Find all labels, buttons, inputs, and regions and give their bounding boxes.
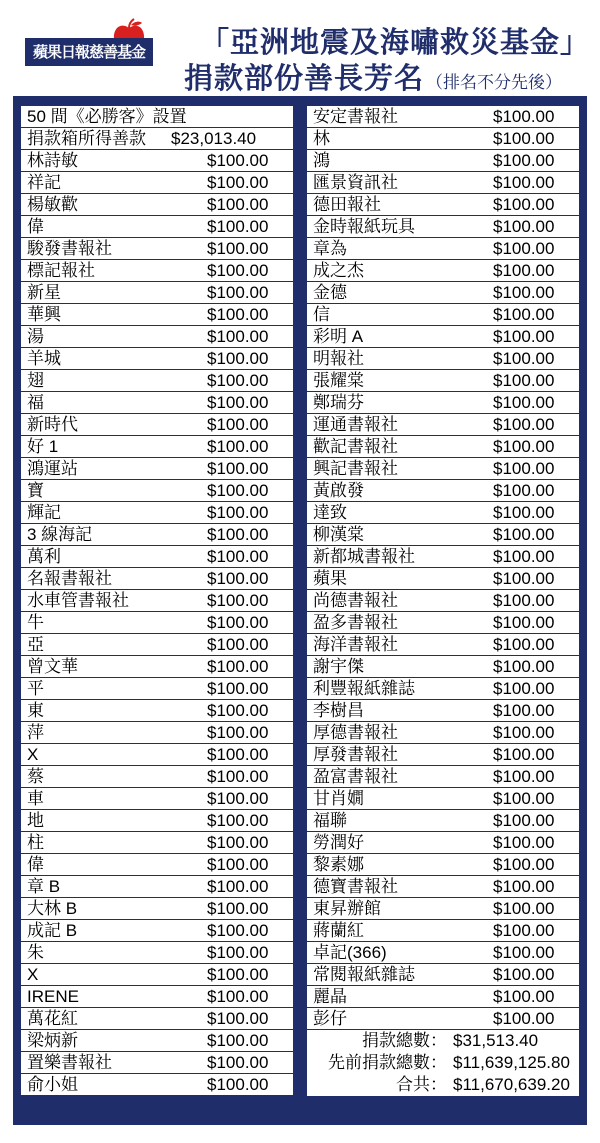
right-donor-column <box>307 106 579 1096</box>
donor-amount: $100.00 <box>207 877 269 896</box>
donation-box-label: 捐款箱所得善款 <box>27 129 146 148</box>
donor-name: 亞 <box>27 635 44 654</box>
subtitle-text: 捐款部份善長芳名 <box>184 61 425 95</box>
donor-row <box>21 326 293 348</box>
donor-amount: $100.00 <box>493 943 555 962</box>
donor-row <box>21 458 293 480</box>
donor-row <box>21 832 293 854</box>
donor-amount: $100.00 <box>207 657 269 676</box>
total-value: $31,513.40 <box>453 1031 539 1050</box>
left-donor-column <box>21 106 293 1096</box>
donor-amount: $100.00 <box>493 701 555 720</box>
donor-name: 蔣蘭紅 <box>313 921 364 940</box>
donor-row <box>21 1008 293 1030</box>
donor-row <box>307 986 579 1008</box>
donor-amount: $100.00 <box>493 217 555 236</box>
donor-row <box>21 568 293 590</box>
donor-row <box>21 282 293 304</box>
donor-amount: $100.00 <box>207 635 269 654</box>
donor-name: 3 線海記 <box>27 525 93 544</box>
donor-amount: $100.00 <box>493 195 555 214</box>
total-label: 先前捐款總數： <box>328 1053 447 1072</box>
donor-row <box>307 854 579 876</box>
donor-name: 甘肖嫺 <box>313 789 364 808</box>
donor-amount: $100.00 <box>207 393 269 412</box>
donor-name: 標記報社 <box>27 261 95 280</box>
donor-amount: $100.00 <box>207 811 269 830</box>
donor-name: 鄭瑞芬 <box>313 393 364 412</box>
donor-list-panel <box>13 96 587 1125</box>
donor-name: 常閱報紙雜誌 <box>313 965 415 984</box>
donor-amount: $100.00 <box>207 591 269 610</box>
donor-row <box>307 832 579 854</box>
donor-amount: $100.00 <box>493 591 555 610</box>
donor-name: 梁炳新 <box>27 1031 78 1050</box>
donor-name: 水車管書報社 <box>27 591 129 610</box>
donor-row <box>307 722 579 744</box>
donor-amount: $100.00 <box>493 657 555 676</box>
donor-name: 興記書報社 <box>313 459 398 478</box>
donor-amount: $100.00 <box>207 415 269 434</box>
donor-amount: $100.00 <box>207 789 269 808</box>
donor-name: 地 <box>27 811 44 830</box>
total-label: 合共： <box>396 1075 447 1094</box>
donor-row <box>21 678 293 700</box>
donor-amount: $100.00 <box>207 1009 269 1028</box>
donor-row <box>21 942 293 964</box>
donor-name: 羊城 <box>27 349 61 368</box>
donor-amount: $100.00 <box>493 239 555 258</box>
donor-amount: $100.00 <box>493 525 555 544</box>
donor-row <box>21 194 293 216</box>
donor-name: 輝記 <box>27 503 61 522</box>
donor-amount: $100.00 <box>493 635 555 654</box>
donor-name: 福聯 <box>313 811 347 830</box>
donor-name: 運通書報社 <box>313 415 398 434</box>
donor-row <box>21 150 293 172</box>
donor-name: 成記 B <box>27 921 78 940</box>
donor-amount: $100.00 <box>493 283 555 302</box>
donor-name: 柱 <box>27 833 44 852</box>
donor-row <box>21 392 293 414</box>
donor-name: 匯景資訊社 <box>313 173 398 192</box>
donor-row <box>21 744 293 766</box>
donor-name: 黎素娜 <box>313 855 364 874</box>
donor-amount: $100.00 <box>493 305 555 324</box>
donor-row <box>307 788 579 810</box>
donor-row <box>21 920 293 942</box>
donor-name: 卓記(366) <box>313 943 387 962</box>
donor-amount: $100.00 <box>207 745 269 764</box>
donor-amount: $100.00 <box>493 129 555 148</box>
donor-row <box>21 216 293 238</box>
donor-amount: $100.00 <box>493 107 555 126</box>
donor-row <box>307 480 579 502</box>
donation-box-amount: $23,013.40 <box>171 129 257 148</box>
donor-row <box>307 216 579 238</box>
donor-row <box>307 810 579 832</box>
donor-row <box>307 546 579 568</box>
donor-amount: $100.00 <box>493 569 555 588</box>
total-label: 捐款總數： <box>362 1031 447 1050</box>
donor-amount: $100.00 <box>493 921 555 940</box>
donor-name: 安定書報社 <box>313 107 398 126</box>
donor-name: 鴻運站 <box>27 459 78 478</box>
donor-name: 麗晶 <box>313 987 347 1006</box>
donor-name: 勞潤好 <box>313 833 364 852</box>
donor-row <box>307 348 579 370</box>
donor-row <box>21 634 293 656</box>
donor-name: 蘋果 <box>313 569 347 588</box>
donor-row <box>307 304 579 326</box>
donor-name: 華興 <box>27 305 61 324</box>
donor-amount: $100.00 <box>207 613 269 632</box>
donor-name: 置樂書報社 <box>27 1053 112 1072</box>
donor-amount: $100.00 <box>207 855 269 874</box>
donor-row <box>307 942 579 964</box>
donor-row <box>307 370 579 392</box>
donor-row <box>21 370 293 392</box>
donor-row <box>21 348 293 370</box>
donor-name: 成之杰 <box>313 261 364 280</box>
donor-amount: $100.00 <box>207 239 269 258</box>
donor-name: 彭仔 <box>313 1009 347 1028</box>
donor-row <box>307 128 579 150</box>
donor-name: 李樹昌 <box>313 701 364 720</box>
donor-name: 俞小姐 <box>27 1075 78 1094</box>
donor-name: 海洋書報社 <box>313 635 398 654</box>
page-header <box>0 0 600 95</box>
donor-row <box>21 502 293 524</box>
donor-row <box>21 656 293 678</box>
donor-amount: $100.00 <box>493 767 555 786</box>
donor-amount: $100.00 <box>493 173 555 192</box>
donor-name: 彩明 A <box>313 327 364 346</box>
intro-row <box>21 106 293 128</box>
donor-amount: $100.00 <box>207 151 269 170</box>
donor-amount: $100.00 <box>207 217 269 236</box>
donor-row <box>307 744 579 766</box>
donor-name: 信 <box>313 305 330 324</box>
donor-amount: $100.00 <box>207 481 269 500</box>
donor-amount: $100.00 <box>493 481 555 500</box>
donor-name: X <box>27 965 39 984</box>
donor-name: 盈富書報社 <box>313 767 398 786</box>
donor-row <box>21 304 293 326</box>
donor-amount: $100.00 <box>493 151 555 170</box>
donation-box-row <box>21 128 293 150</box>
donor-name: 大林 B <box>27 899 78 918</box>
donor-row <box>307 502 579 524</box>
donor-amount: $100.00 <box>207 283 269 302</box>
donor-amount: $100.00 <box>207 195 269 214</box>
donor-name: 張耀棠 <box>313 371 364 390</box>
donor-name: 新星 <box>27 283 61 302</box>
donor-amount: $100.00 <box>493 327 555 346</box>
donor-name: 金時報紙玩具 <box>313 217 415 236</box>
donor-row <box>307 590 579 612</box>
donor-row <box>21 854 293 876</box>
total-value: $11,670,639.20 <box>453 1075 570 1094</box>
donor-amount: $100.00 <box>207 987 269 1006</box>
donor-name: 寶 <box>27 481 44 500</box>
donor-row <box>21 414 293 436</box>
donor-amount: $100.00 <box>493 437 555 456</box>
donor-name: 牛 <box>27 613 44 632</box>
donor-amount: $100.00 <box>493 547 555 566</box>
donor-row <box>307 898 579 920</box>
donor-row <box>21 436 293 458</box>
total-row <box>307 1074 579 1096</box>
donor-row <box>21 810 293 832</box>
donor-row <box>21 480 293 502</box>
donor-row <box>307 150 579 172</box>
donor-amount: $100.00 <box>493 899 555 918</box>
donor-row <box>307 700 579 722</box>
donor-amount: $100.00 <box>493 723 555 742</box>
donor-amount: $100.00 <box>207 943 269 962</box>
donor-row <box>307 436 579 458</box>
donor-name: 平 <box>27 679 44 698</box>
total-row <box>307 1030 579 1052</box>
page-subtitle <box>184 56 562 97</box>
donor-row <box>21 1052 293 1074</box>
donor-amount: $100.00 <box>493 877 555 896</box>
donor-name: 新都城書報社 <box>313 547 415 566</box>
donor-amount: $100.00 <box>493 679 555 698</box>
donor-row <box>307 194 579 216</box>
donor-amount: $100.00 <box>493 393 555 412</box>
fund-logo <box>25 30 153 66</box>
donor-row <box>307 766 579 788</box>
donor-amount: $100.00 <box>493 371 555 390</box>
donor-row <box>307 414 579 436</box>
intro-text: 50 間《必勝客》設置 <box>27 107 187 126</box>
donor-amount: $100.00 <box>207 833 269 852</box>
donor-row <box>307 876 579 898</box>
donor-row <box>21 590 293 612</box>
donor-name: 林詩敏 <box>27 151 78 170</box>
donor-row <box>307 634 579 656</box>
donor-amount: $100.00 <box>207 459 269 478</box>
donor-name: 利豐報紙雜誌 <box>313 679 415 698</box>
donor-name: 章 B <box>27 877 61 896</box>
donor-amount: $100.00 <box>207 899 269 918</box>
donor-amount: $100.00 <box>493 613 555 632</box>
donor-row <box>21 876 293 898</box>
donor-row <box>21 238 293 260</box>
donor-name: 東昇辦館 <box>313 899 381 918</box>
donor-name: 盈多書報社 <box>313 613 398 632</box>
donor-name: 歡記書報社 <box>313 437 398 456</box>
donor-amount: $100.00 <box>207 437 269 456</box>
donor-amount: $100.00 <box>493 459 555 478</box>
donor-row <box>21 172 293 194</box>
donor-row <box>21 612 293 634</box>
donor-name: 德寶書報社 <box>313 877 398 896</box>
donor-name: 萍 <box>27 723 44 742</box>
donor-name: 翅 <box>27 371 44 390</box>
donor-amount: $100.00 <box>493 855 555 874</box>
donor-name: 柳漢棠 <box>313 525 364 544</box>
donor-name: 朱 <box>27 943 44 962</box>
donor-row <box>307 392 579 414</box>
donor-amount: $100.00 <box>207 767 269 786</box>
donor-amount: $100.00 <box>207 305 269 324</box>
donor-name: 章為 <box>313 239 347 258</box>
donor-row <box>307 260 579 282</box>
donor-name: 偉 <box>27 855 44 874</box>
donor-row <box>21 524 293 546</box>
donor-amount: $100.00 <box>207 173 269 192</box>
donor-amount: $100.00 <box>207 327 269 346</box>
donor-name: 蔡 <box>27 767 44 786</box>
donor-amount: $100.00 <box>207 1031 269 1050</box>
total-value: $11,639,125.80 <box>453 1053 570 1072</box>
donor-amount: $100.00 <box>207 569 269 588</box>
donor-name: 明報社 <box>313 349 364 368</box>
donor-name: 厚德書報社 <box>313 723 398 742</box>
donor-amount: $100.00 <box>207 503 269 522</box>
donor-row <box>307 106 579 128</box>
donor-name: 楊敏歡 <box>27 195 78 214</box>
donor-name: 新時代 <box>27 415 78 434</box>
donor-amount: $100.00 <box>493 415 555 434</box>
donor-name: 福 <box>27 393 44 412</box>
donor-amount: $100.00 <box>207 349 269 368</box>
donor-amount: $100.00 <box>207 261 269 280</box>
donor-name: 萬利 <box>27 547 61 566</box>
donor-name: 金德 <box>313 283 347 302</box>
donor-amount: $100.00 <box>493 811 555 830</box>
donor-row <box>21 1030 293 1052</box>
donor-name: 湯 <box>27 327 44 346</box>
donor-name: 駿發書報社 <box>27 239 112 258</box>
donor-row <box>21 964 293 986</box>
donor-amount: $100.00 <box>493 349 555 368</box>
donor-row <box>21 722 293 744</box>
donor-amount: $100.00 <box>207 723 269 742</box>
donor-amount: $100.00 <box>493 1009 555 1028</box>
donor-amount: $100.00 <box>493 965 555 984</box>
donor-name: 德田報社 <box>313 195 381 214</box>
donor-name: 東 <box>27 701 44 720</box>
donor-row <box>307 920 579 942</box>
donor-amount: $100.00 <box>493 789 555 808</box>
donor-amount: $100.00 <box>493 261 555 280</box>
donor-row <box>307 612 579 634</box>
donor-amount: $100.00 <box>207 371 269 390</box>
donor-name: 尚德書報社 <box>313 591 398 610</box>
donor-row <box>307 678 579 700</box>
donor-row <box>21 1074 293 1096</box>
donor-name: 好 1 <box>27 437 59 456</box>
donor-name: 車 <box>27 789 44 808</box>
donor-row <box>21 898 293 920</box>
donor-amount: $100.00 <box>207 1075 269 1094</box>
donor-name: 祥記 <box>27 173 61 192</box>
donor-name: 達致 <box>313 503 347 522</box>
donor-name: 厚發書報社 <box>313 745 398 764</box>
donor-row <box>21 766 293 788</box>
donor-amount: $100.00 <box>207 525 269 544</box>
donor-name: 鴻 <box>313 151 330 170</box>
donor-row <box>21 260 293 282</box>
donor-name: 謝宇傑 <box>313 657 364 676</box>
donor-amount: $100.00 <box>207 547 269 566</box>
donor-name: 偉 <box>27 217 44 236</box>
donor-row <box>307 524 579 546</box>
donor-row <box>21 546 293 568</box>
donor-row <box>307 326 579 348</box>
donor-row <box>307 458 579 480</box>
donor-row <box>307 172 579 194</box>
donor-name: IRENE <box>27 987 79 1006</box>
donor-name: 萬花紅 <box>27 1009 78 1028</box>
donor-name: 曾文華 <box>27 657 78 676</box>
donor-amount: $100.00 <box>207 921 269 940</box>
donor-amount: $100.00 <box>493 833 555 852</box>
logo-text: 蘋果日報慈善基金 <box>25 38 153 66</box>
total-row <box>307 1052 579 1074</box>
donor-amount: $100.00 <box>493 503 555 522</box>
donor-row <box>307 282 579 304</box>
donor-amount: $100.00 <box>493 987 555 1006</box>
donor-amount: $100.00 <box>207 965 269 984</box>
donor-name: 林 <box>313 129 330 148</box>
donor-name: 黃啟發 <box>313 481 364 500</box>
donor-amount: $100.00 <box>207 701 269 720</box>
donor-row <box>21 788 293 810</box>
subtitle-note: （排名不分先後） <box>426 73 563 93</box>
donor-name: 名報書報社 <box>27 569 112 588</box>
donor-row <box>307 964 579 986</box>
donor-row <box>21 986 293 1008</box>
donor-row <box>307 1008 579 1030</box>
donor-row <box>307 238 579 260</box>
donor-row <box>307 656 579 678</box>
donor-amount: $100.00 <box>207 679 269 698</box>
donor-row <box>21 700 293 722</box>
donor-name: X <box>27 745 39 764</box>
donor-row <box>307 568 579 590</box>
page-title: 「亞洲地震及海嘯救災基金」 <box>200 25 591 59</box>
donor-amount: $100.00 <box>493 745 555 764</box>
donor-amount: $100.00 <box>207 1053 269 1072</box>
